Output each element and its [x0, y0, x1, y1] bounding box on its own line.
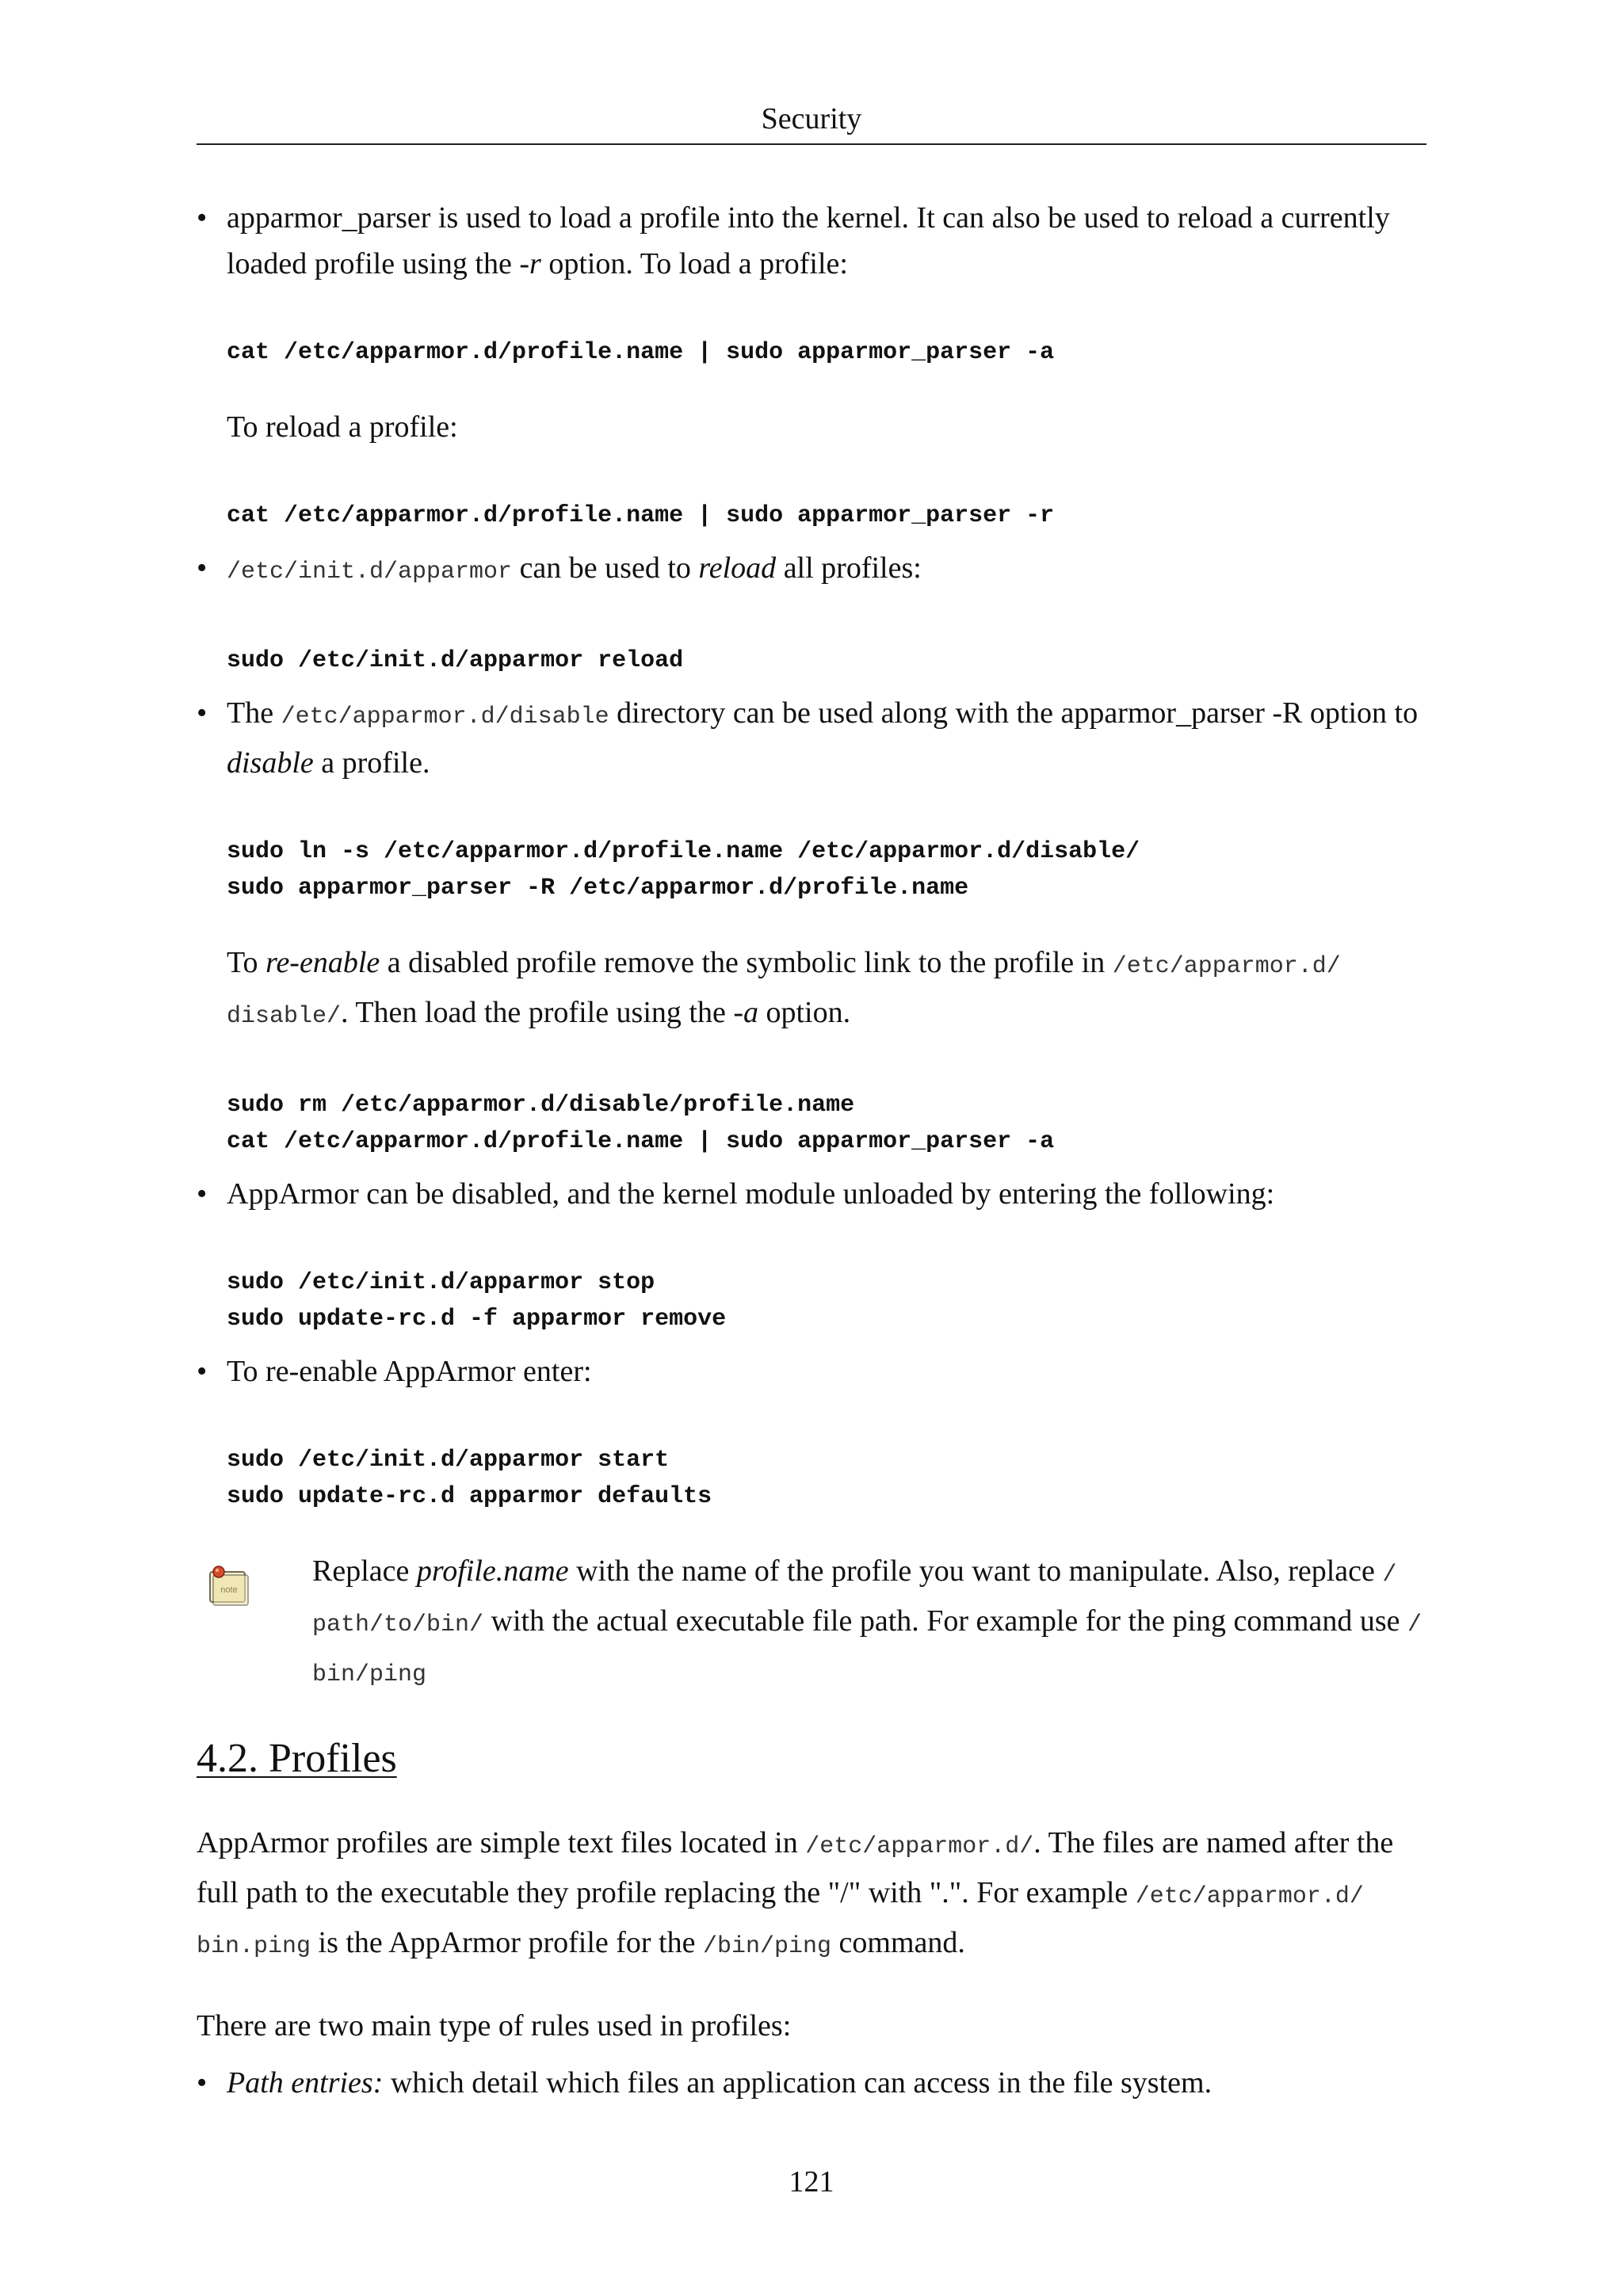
page-number: 121 [789, 2165, 834, 2199]
code-block-reload-profile: cat /etc/apparmor.d/profile.name | sudo apparmor_parser -r [227, 502, 1055, 529]
reload-profile-label: To reload a profile: [227, 410, 458, 444]
note-icon [206, 1564, 250, 1608]
inline-path: /bin/ping [702, 1933, 832, 1960]
code-block-reload-all: sudo /etc/init.d/apparmor reload [227, 647, 684, 674]
running-header: Security [761, 102, 862, 135]
header-rule [197, 143, 1426, 145]
list-item-reenable-apparmor: • To re-enable AppArmor enter: [197, 1348, 1426, 1394]
code-block-reenable-profile: sudo rm /etc/apparmor.d/disable/profile.name cat /etc/apparmor.d/profile.name | sudo apparmor_parser -a [227, 1092, 1055, 1155]
list-item-disable-apparmor: • AppArmor can be disabled, and the kernel module unloaded by entering the following: [197, 1171, 1426, 1217]
code-block-start-apparmor: sudo /etc/init.d/apparmor start sudo update-rc.d apparmor defaults [227, 1447, 712, 1510]
inline-path: /etc/apparmor.d/ [805, 1833, 1034, 1860]
code-block-disable-profile: sudo ln -s /etc/apparmor.d/profile.name /etc/apparmor.d/disable/ sudo apparmor_parser -R /etc/apparmor.d/profile.name [227, 838, 1140, 902]
code-block-stop-apparmor: sudo /etc/init.d/apparmor stop sudo update-rc.d -f apparmor remove [227, 1269, 727, 1333]
inline-path: / bin/ping [312, 1611, 1423, 1688]
inline-path: / path/to/bin/ [312, 1562, 1397, 1638]
list-item-disable-directory: • The /etc/apparmor.d/disable directory can be used along with the apparmor_parser -R option to disable a profile. [197, 690, 1426, 786]
list-item-apparmor-parser: • apparmor_parser is used to load a profile into the kernel. It can also be used to reload a currently loaded profile using the -r option. To load a profile: [197, 195, 1426, 287]
svg-text:note: note [220, 1585, 238, 1595]
code-block-load-profile: cat /etc/apparmor.d/profile.name | sudo apparmor_parser -a [227, 339, 1055, 366]
note-admonition: note Replace profile.name with the name of the profile you want to manipulate. Also, replace / path/to/bin/ with the actual executable file path. For example for the ping command use / bin/ping [197, 1548, 1426, 1698]
list-item-init-script: • /etc/init.d/apparmor can be used to reload all profiles: [197, 545, 1426, 595]
inline-path: /etc/apparmor.d/disable [281, 704, 609, 730]
list-item-path-entries: • Path entries: which detail which files an application can access in the file system. [197, 2060, 1426, 2106]
inline-path: /etc/init.d/apparmor [227, 559, 513, 585]
rule-types-paragraph: There are two main type of rules used in profiles: [197, 2009, 792, 2042]
profiles-intro-paragraph: AppArmor profiles are simple text files located in /etc/apparmor.d/. The files are named after the full path to the executable they profile replacing the "/" with ".". For example /etc/apparmor.d/ bin.ping is the AppArmor profile for the /bin/ping command. [197, 1826, 1394, 1960]
page-body [197, 195, 1426, 2106]
inline-path: /etc/apparmor.d/ disable/ [227, 953, 1341, 1030]
inline-path: /etc/apparmor.d/ bin.ping [197, 1883, 1364, 1960]
section-heading: 4.2. Profiles [197, 1736, 397, 1781]
reenable-profile-paragraph: To re-enable a disabled profile remove the symbolic link to the profile in /etc/apparmor.d/ disable/. Then load the profile using the -a option. [227, 946, 1341, 1030]
